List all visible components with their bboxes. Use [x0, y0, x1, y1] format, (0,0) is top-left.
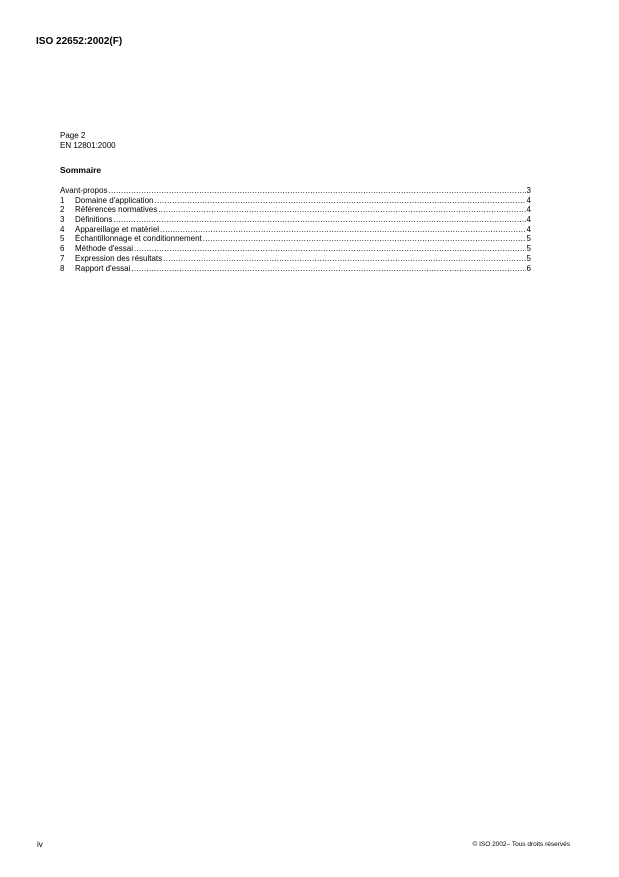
page-reference: [60, 131, 116, 150]
toc-entry-number: 3: [60, 215, 65, 225]
toc-entry-number: 1: [60, 195, 65, 205]
toc-entry[interactable]: [60, 244, 531, 254]
toc-leader-dots: [163, 254, 525, 264]
toc-entry[interactable]: [60, 215, 531, 225]
toc-title: Sommaire: [60, 165, 102, 175]
toc-entry-page: 5: [526, 234, 531, 244]
toc-entry-label: Rapport d'essai: [75, 263, 131, 273]
footer-page-number: iv: [37, 840, 43, 849]
toc-entry-page: 4: [526, 195, 531, 205]
toc-entry-number: 7: [60, 253, 65, 263]
toc-entry-label: Références normatives: [75, 205, 158, 215]
page-ref-line-2: EN 12801:2000: [60, 140, 116, 150]
toc-entry-label: Expression des résultats: [75, 253, 163, 263]
toc-leader-dots: [131, 264, 525, 274]
footer-copyright: © ISO 2002– Tous droits réservés: [472, 841, 570, 848]
toc-leader-dots: [113, 215, 525, 225]
toc-entry-page: 6: [526, 263, 531, 273]
toc-entry[interactable]: [60, 254, 531, 264]
toc-entry-label: Appareillage et matériel: [75, 224, 160, 234]
toc-leader-dots: [154, 196, 525, 206]
toc-entry[interactable]: [60, 196, 531, 206]
toc-leader-dots: [134, 244, 526, 254]
toc-entry-page: 4: [526, 215, 531, 225]
toc-entry-number: 8: [60, 263, 65, 273]
toc-entry-label: Domaine d'application: [75, 195, 154, 205]
toc-entry-page: 4: [526, 205, 531, 215]
toc-leader-dots: [108, 186, 525, 196]
toc-entry-label: Échantillonnage et conditionnement: [75, 234, 202, 244]
toc-entry-number: 5: [60, 234, 65, 244]
toc-leader-dots: [158, 205, 525, 215]
toc-entry[interactable]: [60, 205, 531, 215]
toc-entry-number: 2: [60, 205, 65, 215]
toc-entry-label: Méthode d'essai: [75, 244, 134, 254]
toc-entry[interactable]: [60, 264, 531, 274]
toc-entry-page: 4: [526, 224, 531, 234]
toc-entry-label: Définitions: [75, 215, 113, 225]
toc-entry-page: 3: [526, 186, 531, 195]
page-ref-line-1: Page 2: [60, 131, 86, 140]
toc-entry-page: 5: [526, 244, 531, 254]
toc-leader-dots: [203, 234, 526, 244]
toc-entry[interactable]: [60, 225, 531, 235]
toc-leader-dots: [160, 225, 526, 235]
toc-entry-label: Avant-propos: [60, 186, 108, 195]
toc-entry-number: 4: [60, 224, 65, 234]
document-id-header: ISO 22652:2002(F): [36, 36, 123, 47]
toc-entry-number: 6: [60, 244, 65, 254]
toc-entry[interactable]: [60, 234, 531, 244]
toc-entry[interactable]: [60, 186, 531, 196]
toc-entry-page: 5: [526, 253, 531, 263]
table-of-contents: [60, 186, 531, 273]
